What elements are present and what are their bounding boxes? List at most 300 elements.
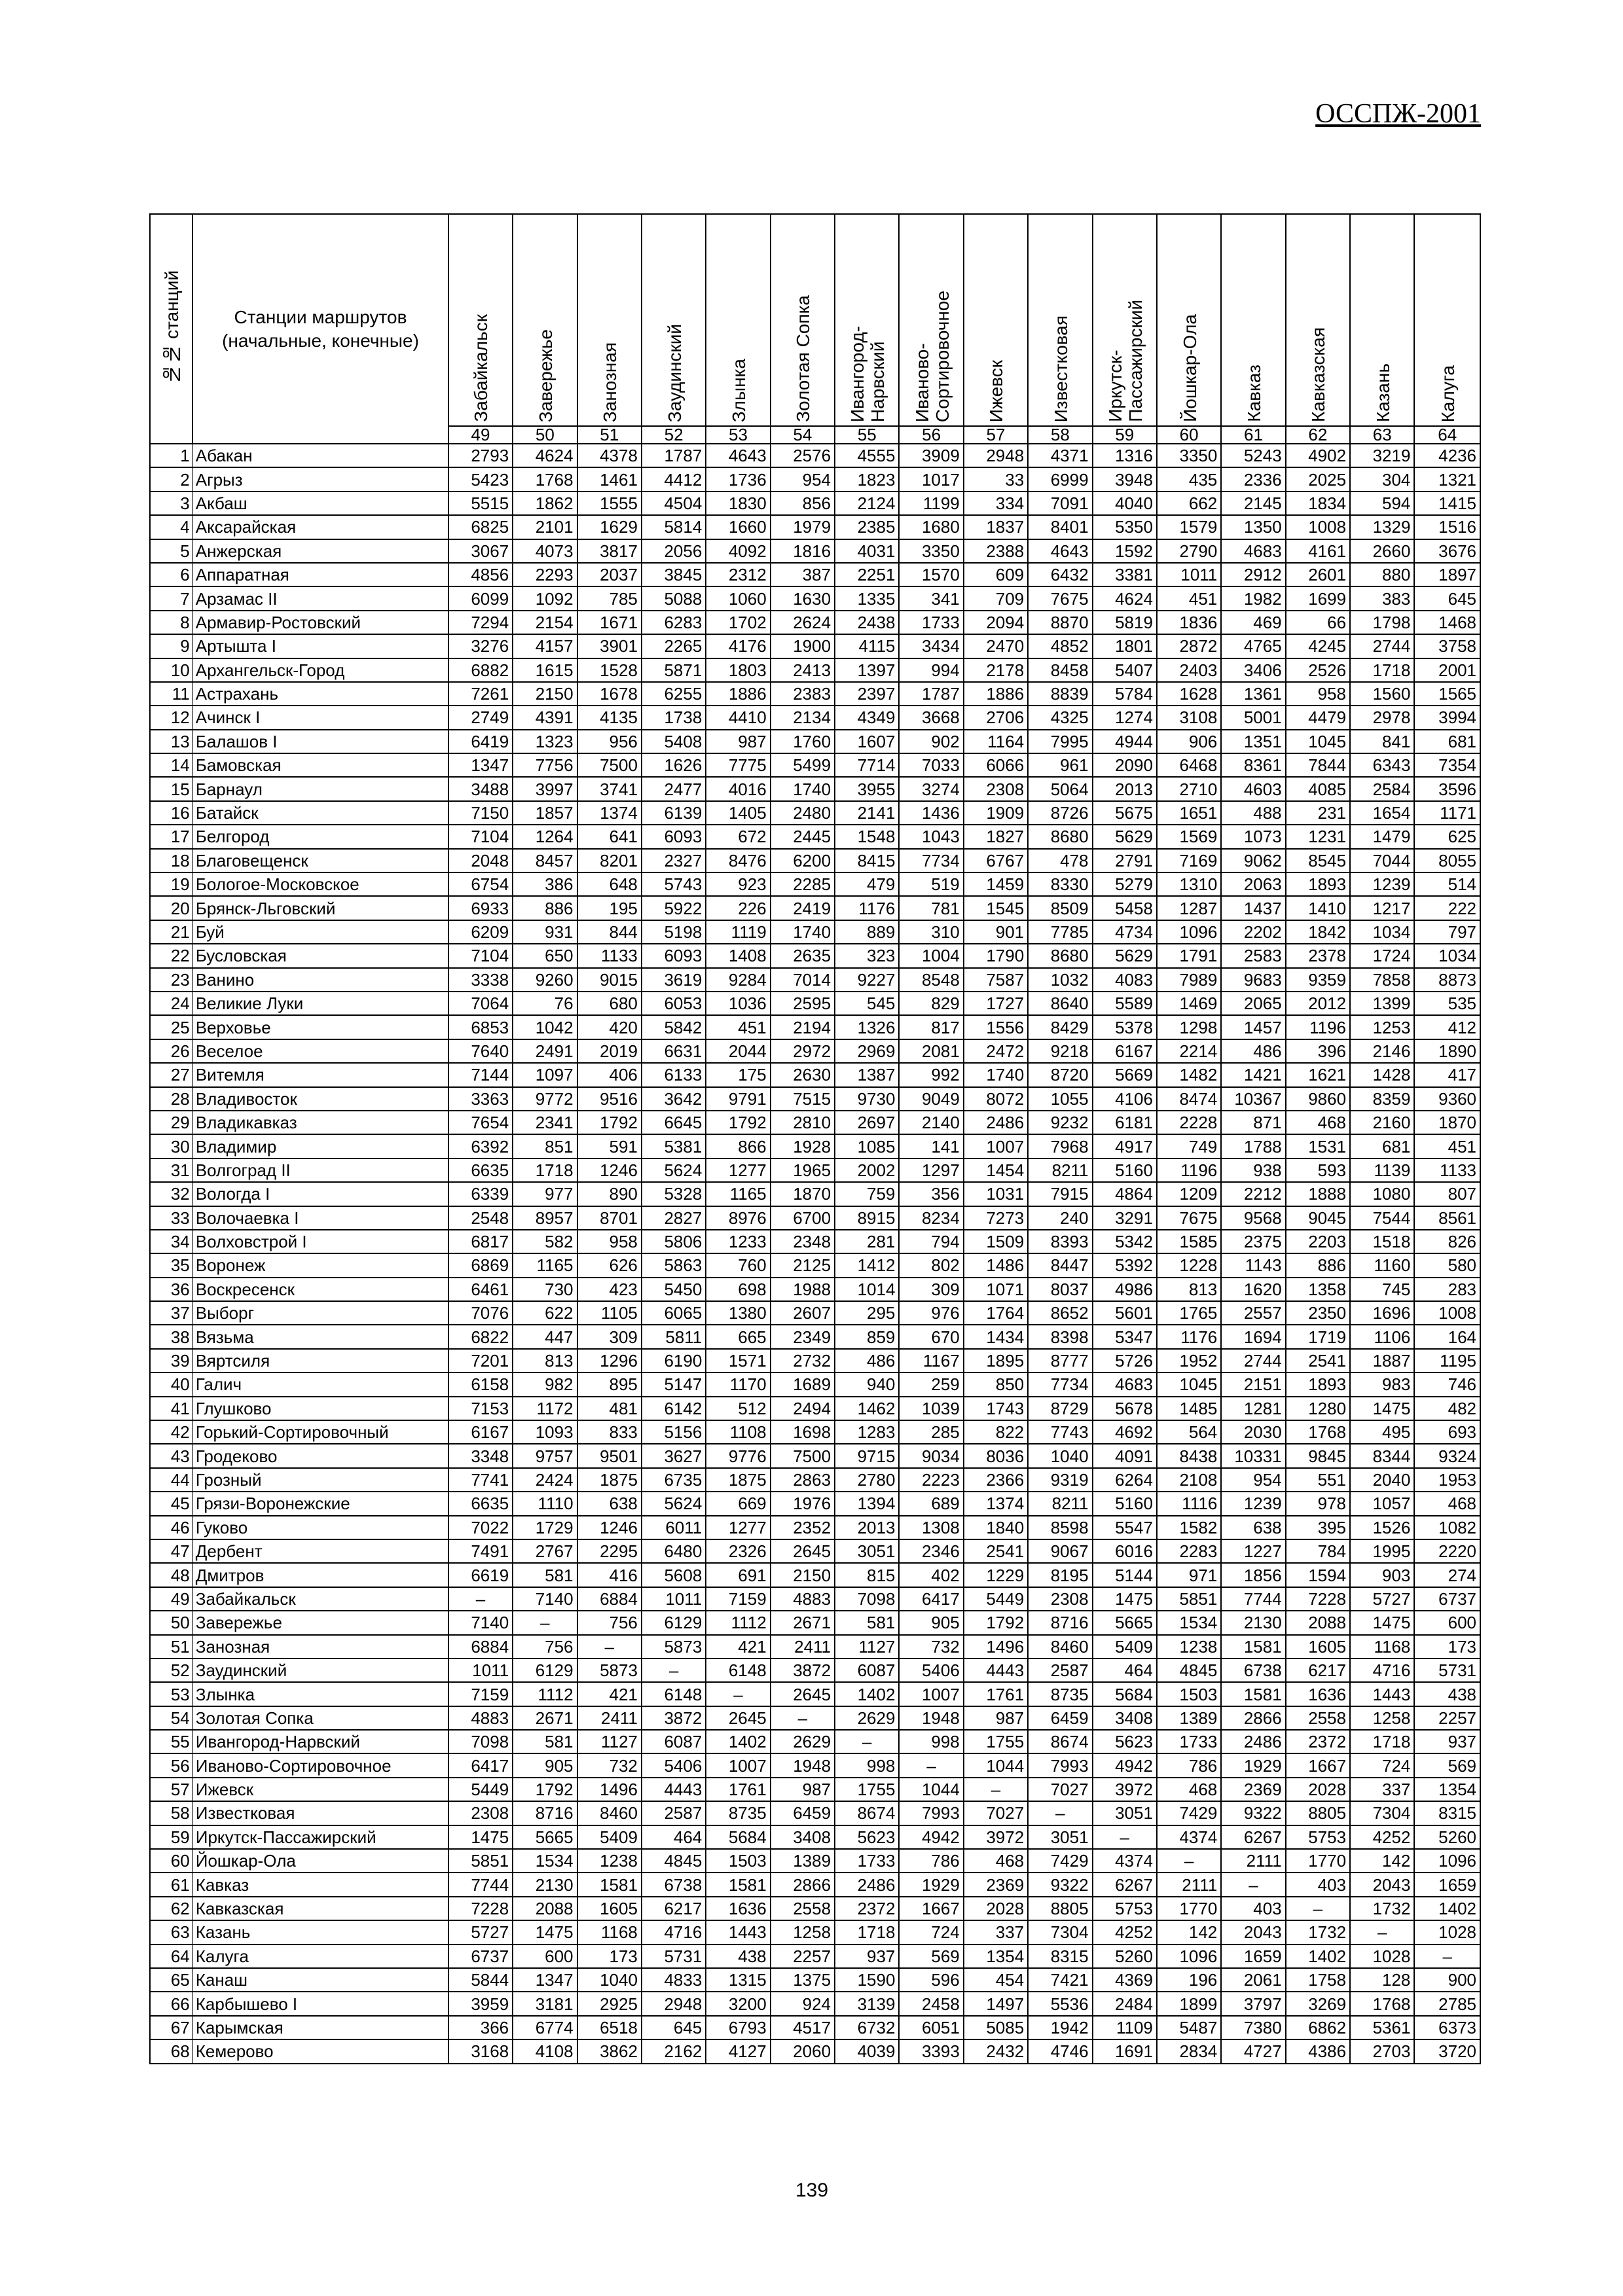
distance-cell: 1096 [1157, 1945, 1221, 1968]
distance-cell: 1765 [1157, 1301, 1221, 1325]
table-row [150, 1397, 1480, 1420]
distance-cell: 1071 [964, 1278, 1028, 1301]
station-number: 13 [150, 730, 192, 753]
distance-cell: 2432 [964, 2039, 1028, 2063]
distance-cell: 1694 [1221, 1325, 1285, 1348]
station-number: 59 [150, 1825, 192, 1849]
distance-cell: 5842 [642, 1015, 706, 1039]
distance-cell: 6267 [1221, 1825, 1285, 1849]
table-row [150, 658, 1480, 682]
distance-cell: 222 [1414, 896, 1480, 920]
distance-cell: 9034 [899, 1444, 963, 1467]
table-row [150, 1230, 1480, 1253]
station-name: Калуга [192, 1945, 448, 1968]
distance-cell: 1167 [899, 1349, 963, 1372]
distance-cell: 2019 [577, 1039, 642, 1063]
distance-cell: 1503 [706, 1849, 770, 1873]
distance-cell: 2576 [771, 444, 835, 467]
distance-cell: 6065 [642, 1301, 706, 1325]
distance-cell: 8674 [1028, 1730, 1092, 1753]
distance-cell: 7304 [1028, 1920, 1092, 1944]
distance-cell: 813 [513, 1349, 577, 1372]
distance-cell: 3959 [448, 1992, 513, 2015]
distance-cell: 128 [1350, 1968, 1414, 1992]
distance-cell: 851 [513, 1134, 577, 1158]
distance-cell: 1691 [1093, 2039, 1157, 2063]
distance-cell: 1607 [835, 730, 899, 753]
distance-cell: 2477 [642, 777, 706, 800]
column-number: 54 [771, 426, 835, 444]
distance-cell: 4883 [771, 1587, 835, 1611]
distance-cell: 732 [899, 1635, 963, 1659]
distance-cell: 9324 [1414, 1444, 1480, 1467]
distance-cell: 6700 [771, 1206, 835, 1230]
distance-cell: 4716 [1350, 1659, 1414, 1682]
distance-cell: 5144 [1093, 1563, 1157, 1587]
distance-cell: 2744 [1350, 634, 1414, 658]
distance-cell: 7421 [1028, 1968, 1092, 1992]
station-number: 55 [150, 1730, 192, 1753]
distance-cell: 1792 [706, 1111, 770, 1134]
distance-cell: 8429 [1028, 1015, 1092, 1039]
distance-cell: 581 [513, 1563, 577, 1587]
distance-cell: 7515 [771, 1087, 835, 1111]
distance-cell: 438 [1414, 1682, 1480, 1706]
distance-cell: 760 [706, 1253, 770, 1277]
distance-cell: 3909 [899, 444, 963, 467]
distance-cell: 2346 [899, 1539, 963, 1563]
distance-cell: 1127 [835, 1635, 899, 1659]
distance-cell: 1093 [513, 1420, 577, 1444]
distance-cell: 2366 [964, 1468, 1028, 1492]
distance-cell: 451 [1414, 1134, 1480, 1158]
station-name: Артышта I [192, 634, 448, 658]
distance-cell: 7153 [448, 1397, 513, 1420]
distance-cell: 1761 [964, 1682, 1028, 1706]
distance-cell: 7228 [1286, 1587, 1350, 1611]
distance-cell: 3676 [1414, 539, 1480, 563]
distance-cell: 7159 [706, 1587, 770, 1611]
station-number: 65 [150, 1968, 192, 1992]
station-number: 33 [150, 1206, 192, 1230]
distance-cell: 3051 [835, 1539, 899, 1563]
distance-cell: 850 [964, 1372, 1028, 1396]
distance-cell: 6133 [642, 1063, 706, 1086]
distance-cell: 7995 [1028, 730, 1092, 753]
distance-cell: 2948 [964, 444, 1028, 467]
distance-cell: 1028 [1414, 1920, 1480, 1944]
distance-cell: 2134 [771, 706, 835, 729]
station-name: Батайск [192, 801, 448, 825]
table-row [150, 1563, 1480, 1587]
distance-cell: – [964, 1778, 1028, 1801]
distance-cell: 977 [513, 1182, 577, 1206]
distance-cell: 259 [899, 1372, 963, 1396]
distance-cell: 8234 [899, 1206, 963, 1230]
distance-cell: 7022 [448, 1516, 513, 1539]
distance-cell: 2265 [642, 634, 706, 658]
distance-cell: 1176 [1157, 1325, 1221, 1348]
distance-cell: 1459 [964, 872, 1028, 896]
distance-cell: 8873 [1414, 968, 1480, 992]
distance-cell: 2028 [1286, 1778, 1350, 1801]
distance-cell: 5851 [448, 1849, 513, 1873]
distance-cell: 1335 [835, 586, 899, 610]
distance-cell: 2411 [771, 1635, 835, 1659]
distance-cell: 1636 [706, 1897, 770, 1920]
distance-cell: 2088 [1286, 1611, 1350, 1634]
distance-cell: 5350 [1093, 515, 1157, 539]
distance-cell: 468 [1286, 1111, 1350, 1134]
distance-cell: 9319 [1028, 1468, 1092, 1492]
distance-cell: 175 [706, 1063, 770, 1086]
distance-cell: 2212 [1221, 1182, 1285, 1206]
distance-cell: 924 [771, 1992, 835, 2015]
column-header [1093, 214, 1157, 426]
distance-cell: 3067 [448, 539, 513, 563]
distance-cell: 8201 [577, 849, 642, 872]
distance-cell: 482 [1414, 1397, 1480, 1420]
distance-cell: 3758 [1414, 634, 1480, 658]
station-name: Армавир-Ростовский [192, 611, 448, 634]
distance-cell: 2094 [964, 611, 1028, 634]
distance-cell: 5629 [1093, 825, 1157, 848]
distance-cell: 971 [1157, 1563, 1221, 1587]
column-number: 63 [1350, 426, 1414, 444]
distance-cell: 4692 [1093, 1420, 1157, 1444]
distance-cell: 1581 [1221, 1682, 1285, 1706]
station-name: Ванино [192, 968, 448, 992]
distance-cell: 402 [899, 1563, 963, 1587]
distance-cell: 8674 [835, 1801, 899, 1825]
distance-cell: 447 [513, 1325, 577, 1348]
distance-cell: 5347 [1093, 1325, 1157, 1348]
table-row [150, 563, 1480, 586]
distance-cell: 5669 [1093, 1063, 1157, 1086]
distance-cell: 4085 [1286, 777, 1350, 800]
distance-cell: 6392 [448, 1134, 513, 1158]
distance-cell: 2202 [1221, 920, 1285, 944]
distance-cell: 794 [899, 1230, 963, 1253]
distance-cell: 4734 [1093, 920, 1157, 944]
distance-cell: 7014 [771, 968, 835, 992]
distance-cell: 1308 [899, 1516, 963, 1539]
distance-cell: 987 [706, 730, 770, 753]
distance-cell: 1893 [1286, 872, 1350, 896]
distance-cell: 519 [899, 872, 963, 896]
distance-cell: 4073 [513, 539, 577, 563]
distance-cell: 1727 [964, 992, 1028, 1015]
distance-cell: 5811 [642, 1325, 706, 1348]
distance-cell: 5160 [1093, 1492, 1157, 1515]
distance-cell: – [642, 1659, 706, 1682]
table-row [150, 1873, 1480, 1896]
distance-cell: 1110 [513, 1492, 577, 1515]
column-number: 60 [1157, 426, 1221, 444]
distance-cell: 6461 [448, 1278, 513, 1301]
distance-cell: 1743 [964, 1397, 1028, 1420]
distance-cell: 6051 [899, 2016, 963, 2039]
distance-cell: 435 [1157, 467, 1221, 491]
distance-cell: 5623 [835, 1825, 899, 1849]
column-header-label: Иркутск- Пассажирский [1104, 300, 1146, 422]
distance-cell: 3741 [577, 777, 642, 800]
distance-cell: 5608 [642, 1563, 706, 1587]
distance-cell: 6283 [642, 611, 706, 634]
distance-cell: 2081 [899, 1039, 963, 1063]
distance-cell: 1909 [964, 801, 1028, 825]
distance-cell: 1738 [642, 706, 706, 729]
distance-cell: 2060 [771, 2039, 835, 2063]
distance-cell: 7858 [1350, 968, 1414, 992]
distance-cell: 2411 [577, 1706, 642, 1730]
distance-cell: 7491 [448, 1539, 513, 1563]
table-row [150, 1420, 1480, 1444]
station-name: Воронеж [192, 1253, 448, 1277]
distance-cell: 4443 [642, 1778, 706, 1801]
distance-cell: 173 [1414, 1635, 1480, 1659]
distance-cell: 3393 [899, 2039, 963, 2063]
distance-cell: 2312 [706, 563, 770, 586]
distance-cell: 1321 [1414, 467, 1480, 491]
distance-cell: 906 [1157, 730, 1221, 753]
station-name: Ижевск [192, 1778, 448, 1801]
distance-cell: 923 [706, 872, 770, 896]
distance-cell: 581 [513, 1730, 577, 1753]
station-name: Астрахань [192, 682, 448, 706]
distance-cell: 2154 [513, 611, 577, 634]
distance-cell: 6635 [448, 1492, 513, 1515]
column-header [835, 214, 899, 426]
table-row [150, 849, 1480, 872]
distance-cell: 3955 [835, 777, 899, 800]
station-name: Витемля [192, 1063, 448, 1086]
distance-cell: 2671 [513, 1706, 577, 1730]
distance-cell: 1164 [964, 730, 1028, 753]
station-number: 18 [150, 849, 192, 872]
distance-cell: 569 [1414, 1753, 1480, 1777]
distance-cell: 6255 [642, 682, 706, 706]
distance-cell: 2790 [1157, 539, 1221, 563]
distance-cell: 8777 [1028, 1349, 1092, 1372]
distance-cell: 173 [577, 1945, 642, 1968]
distance-cell: 1127 [577, 1730, 642, 1753]
table-row [150, 1301, 1480, 1325]
distance-cell: 2372 [1286, 1730, 1350, 1753]
distance-cell: 2706 [964, 706, 1028, 729]
distance-cell: 1165 [513, 1253, 577, 1277]
distance-cell: 454 [964, 1968, 1028, 1992]
distance-cell: 4325 [1028, 706, 1092, 729]
distance-cell: 5001 [1221, 706, 1285, 729]
distance-cell: 2283 [1157, 1539, 1221, 1563]
distance-cell: 1893 [1286, 1372, 1350, 1396]
distance-cell: 2486 [835, 1873, 899, 1896]
table-row [150, 1920, 1480, 1944]
distance-cell: 1801 [1093, 634, 1157, 658]
distance-cell: 6732 [835, 2016, 899, 2039]
distance-cell: 844 [577, 920, 642, 944]
table-row [150, 1801, 1480, 1825]
distance-cell: 8460 [1028, 1635, 1092, 1659]
distance-cell: 2526 [1286, 658, 1350, 682]
distance-cell: 1496 [577, 1778, 642, 1801]
distance-cell: 3642 [642, 1087, 706, 1111]
distance-cell: 416 [577, 1563, 642, 1587]
distance-cell: 479 [835, 872, 899, 896]
distance-cell: 6884 [448, 1635, 513, 1659]
distance-cell: 1689 [771, 1372, 835, 1396]
station-name: Барнаул [192, 777, 448, 800]
distance-cell: 9227 [835, 968, 899, 992]
distance-cell: 1834 [1286, 492, 1350, 515]
distance-cell: 3972 [964, 1825, 1028, 1849]
distance-cell: 1412 [835, 1253, 899, 1277]
distance-cell: 4683 [1093, 1372, 1157, 1396]
distance-cell: 7989 [1157, 968, 1221, 992]
column-header-label: Калуга [1438, 365, 1459, 422]
table-row [150, 1849, 1480, 1873]
station-number: 50 [150, 1611, 192, 1634]
distance-cell: 2150 [513, 682, 577, 706]
distance-cell: 6869 [448, 1253, 513, 1277]
distance-cell: 998 [835, 1753, 899, 1777]
distance-cell: 5407 [1093, 658, 1157, 682]
distance-cell: 8438 [1157, 1444, 1221, 1467]
distance-cell: 2214 [1157, 1039, 1221, 1063]
distance-cell: 8839 [1028, 682, 1092, 706]
column-header-label: Заудинский [664, 323, 685, 422]
station-number: 35 [150, 1253, 192, 1277]
distance-cell: 1315 [706, 1968, 770, 1992]
distance-cell: 6933 [448, 896, 513, 920]
distance-cell: 1840 [964, 1516, 1028, 1539]
distance-cell: 1929 [1221, 1753, 1285, 1777]
distance-cell: 9062 [1221, 849, 1285, 872]
distance-cell: 4236 [1414, 444, 1480, 467]
station-name: Балашов I [192, 730, 448, 753]
distance-cell: 6774 [513, 2016, 577, 2039]
distance-cell: 5753 [1286, 1825, 1350, 1849]
column-header-label: Ижевск [986, 359, 1007, 422]
distance-cell: 2285 [771, 872, 835, 896]
distance-cell: 3051 [1093, 1801, 1157, 1825]
distance-cell: 3350 [899, 539, 963, 563]
distance-cell: 2090 [1093, 753, 1157, 777]
distance-cell: 7587 [964, 968, 1028, 992]
distance-cell: 4412 [642, 467, 706, 491]
distance-cell: 8716 [1028, 1611, 1092, 1634]
distance-cell: 464 [1093, 1659, 1157, 1682]
distance-cell: 1375 [771, 1968, 835, 1992]
distance-cell: 7033 [899, 753, 963, 777]
distance-cell: 1621 [1286, 1063, 1350, 1086]
distance-cell: 7429 [1157, 1801, 1221, 1825]
distance-cell: 1007 [964, 1134, 1028, 1158]
distance-cell: 1988 [771, 1278, 835, 1301]
distance-cell: 9757 [513, 1444, 577, 1467]
distance-cell: 386 [513, 872, 577, 896]
distance-cell: 5727 [448, 1920, 513, 1944]
distance-cell: 2541 [964, 1539, 1028, 1563]
distance-cell: 1350 [1221, 515, 1285, 539]
distance-cell: 4091 [1093, 1444, 1157, 1467]
distance-cell: 745 [1350, 1278, 1414, 1301]
distance-cell: 4555 [835, 444, 899, 467]
distance-cell: 5806 [642, 1230, 706, 1253]
distance-cell: 6148 [706, 1659, 770, 1682]
distance-cell: 7169 [1157, 849, 1221, 872]
distance-cell: 1733 [835, 1849, 899, 1873]
distance-cell: 1698 [771, 1420, 835, 1444]
station-number: 49 [150, 1587, 192, 1611]
distance-cell: 2541 [1286, 1349, 1350, 1372]
distance-cell: 1040 [577, 1968, 642, 1992]
distance-cell: 10367 [1221, 1087, 1285, 1111]
distance-cell: 6645 [642, 1111, 706, 1134]
distance-cell: 1534 [1157, 1611, 1221, 1634]
distance-cell: 3200 [706, 1992, 770, 2015]
distance-cell: 2595 [771, 992, 835, 1015]
distance-cell: 1085 [835, 1134, 899, 1158]
distance-cell: 6093 [642, 825, 706, 848]
distance-cell: 1555 [577, 492, 642, 515]
distance-cell: 1497 [964, 1992, 1028, 2015]
distance-cell: 1733 [1157, 1730, 1221, 1753]
distance-cell: 6737 [1414, 1587, 1480, 1611]
distance-cell: 4479 [1286, 706, 1350, 729]
distance-cell: – [771, 1706, 835, 1730]
distance-cell: 383 [1350, 586, 1414, 610]
distance-cell: 5873 [642, 1635, 706, 1659]
distance-cell: 7228 [448, 1897, 513, 1920]
distance-cell: 1108 [706, 1420, 770, 1444]
column-number: 50 [513, 426, 577, 444]
table-row [150, 634, 1480, 658]
distance-cell: 1436 [899, 801, 963, 825]
distance-cell: 900 [1414, 1968, 1480, 1992]
distance-cell: 4845 [642, 1849, 706, 1873]
station-number: 48 [150, 1563, 192, 1587]
distance-cell: 6099 [448, 586, 513, 610]
distance-cell: 2151 [1221, 1372, 1285, 1396]
column-header-label: Йошкар-Ола [1179, 314, 1200, 422]
distance-cell: 1228 [1157, 1253, 1221, 1277]
column-header [1286, 214, 1350, 426]
distance-cell: 2194 [771, 1015, 835, 1039]
distance-cell: 1979 [771, 515, 835, 539]
distance-cell: 1630 [771, 586, 835, 610]
distance-cell: 1724 [1350, 944, 1414, 967]
table-row [150, 1372, 1480, 1396]
distance-cell: 1316 [1093, 444, 1157, 467]
header-row [150, 214, 1480, 426]
distance-cell: 4349 [835, 706, 899, 729]
distance-cell: 2607 [771, 1301, 835, 1325]
distance-cell: – [1028, 1801, 1092, 1825]
station-number: 45 [150, 1492, 192, 1515]
distance-cell: 596 [899, 1968, 963, 1992]
station-name: Дербент [192, 1539, 448, 1563]
distance-cell: 334 [964, 492, 1028, 515]
distance-cell: 7140 [448, 1611, 513, 1634]
distance-cell: 9791 [706, 1087, 770, 1111]
distance-cell: 451 [1157, 586, 1221, 610]
distance-cell: 1296 [577, 1349, 642, 1372]
station-number: 14 [150, 753, 192, 777]
table-row [150, 467, 1480, 491]
station-number: 20 [150, 896, 192, 920]
